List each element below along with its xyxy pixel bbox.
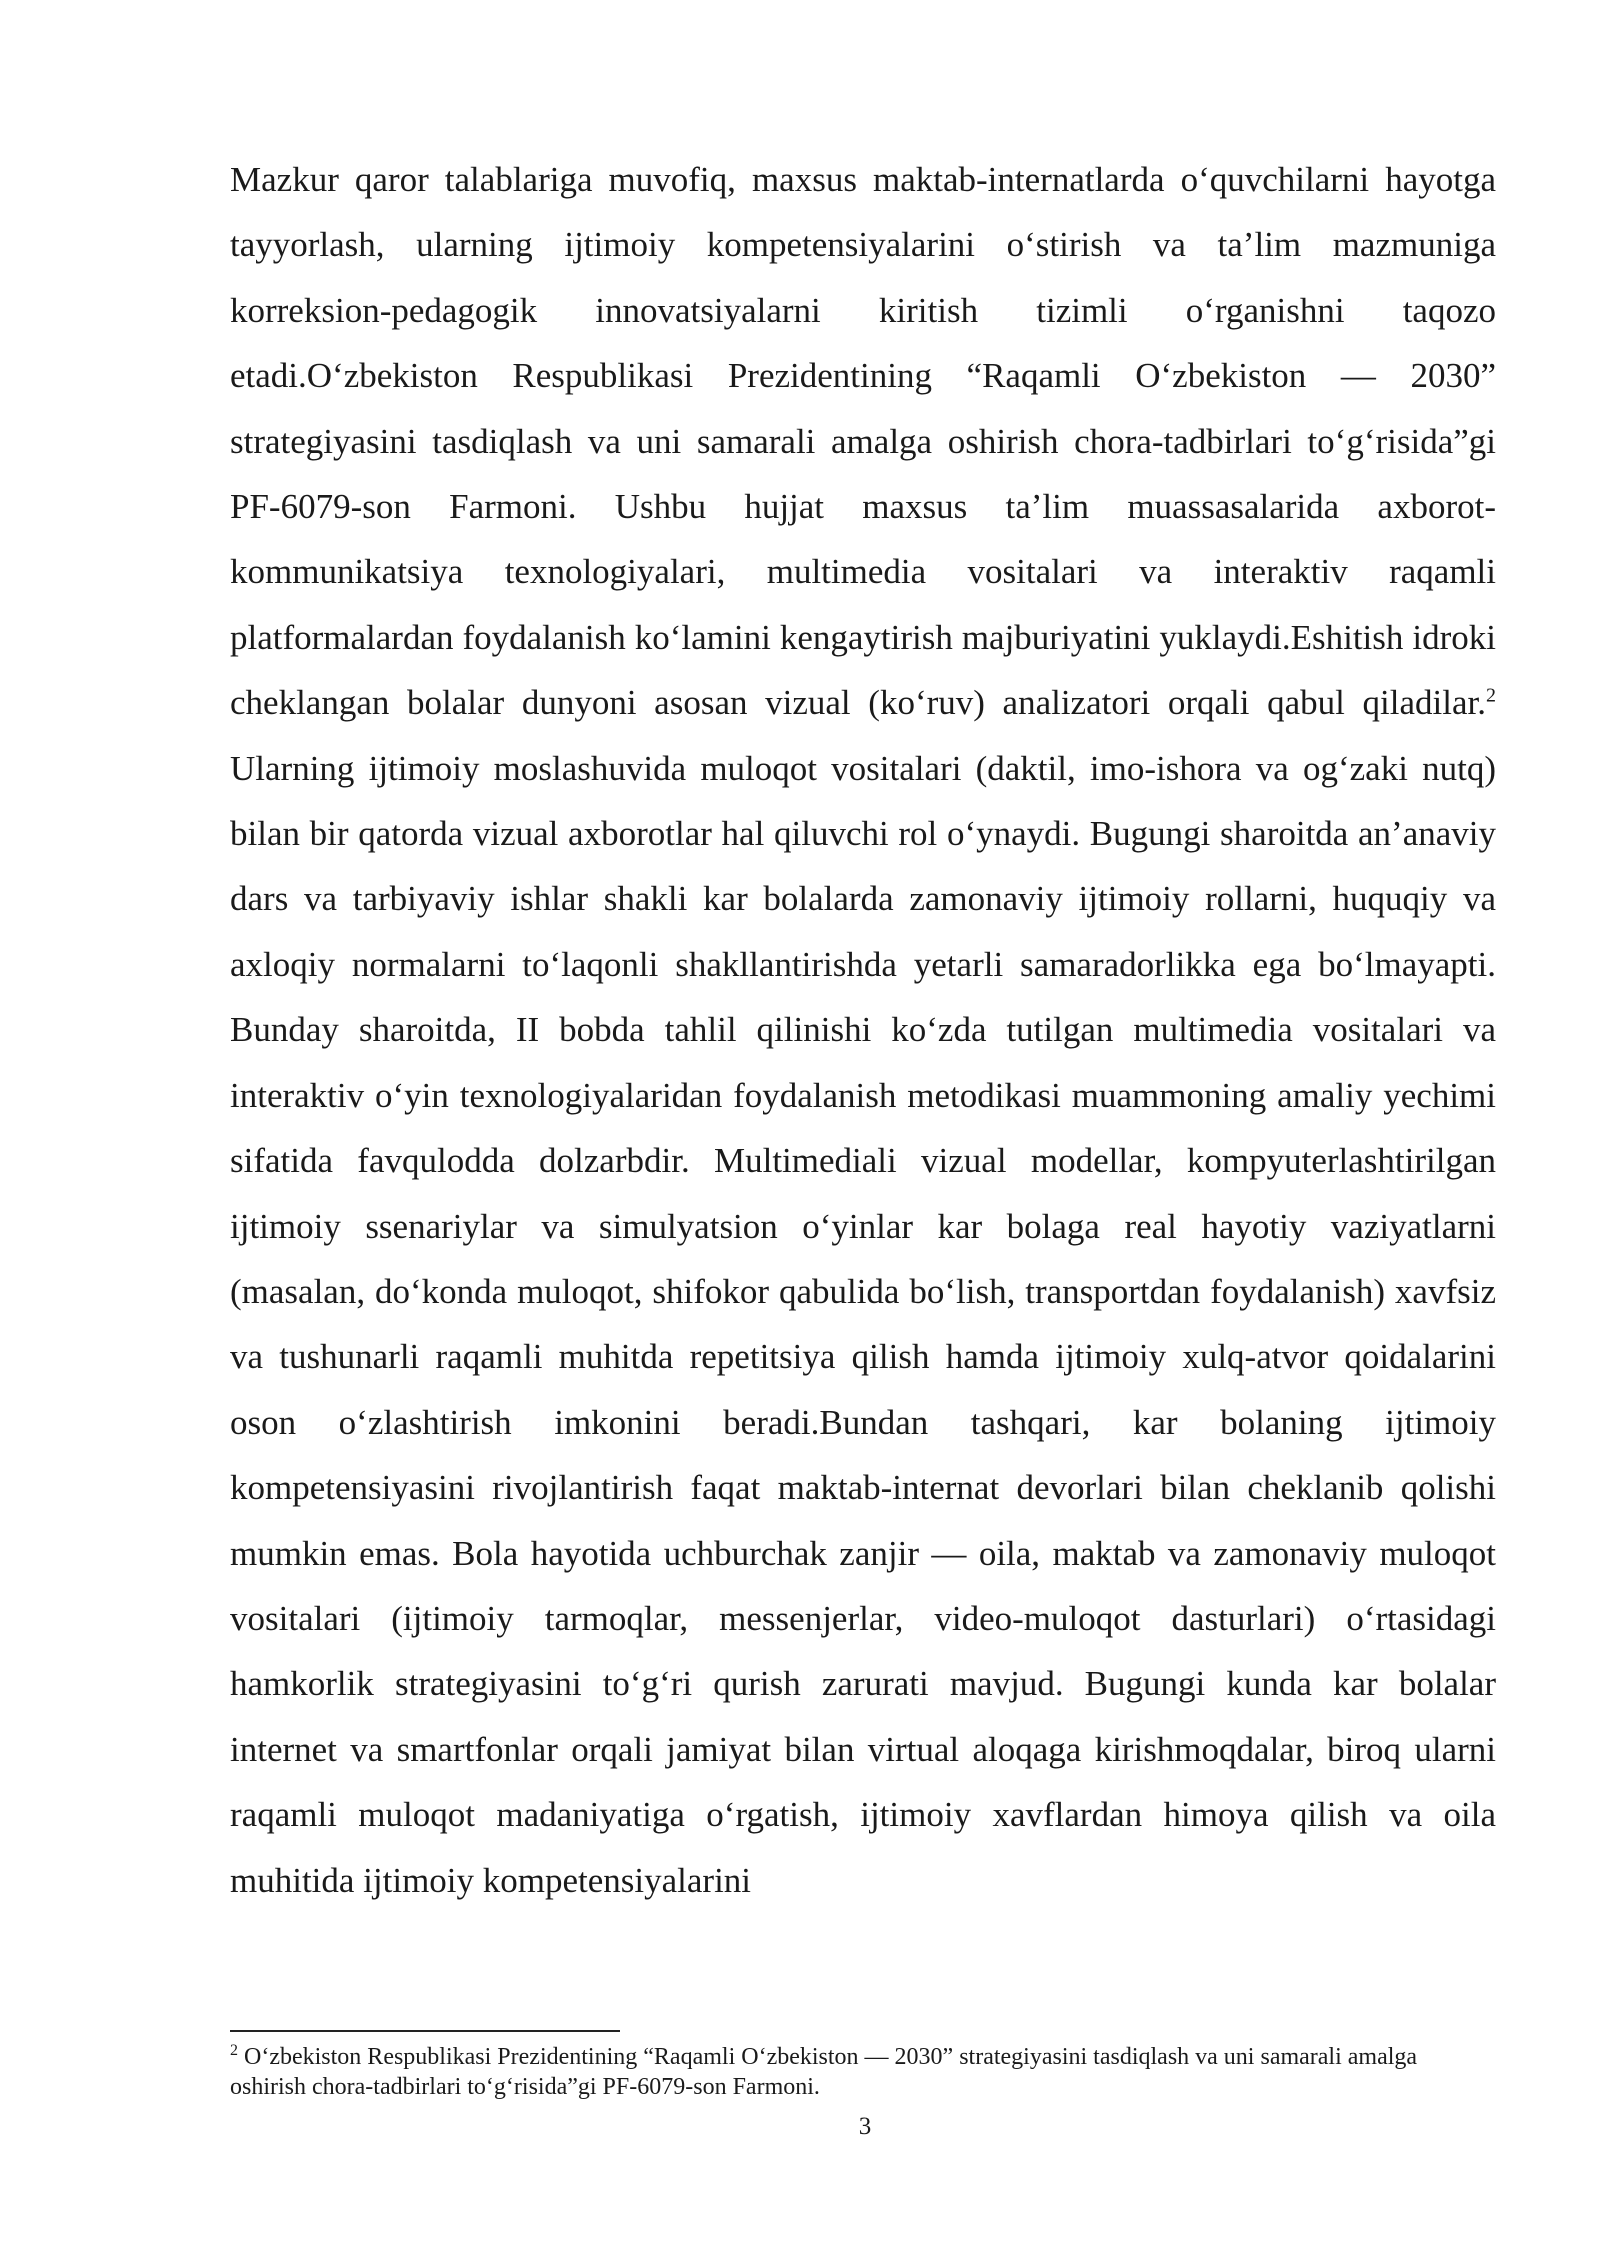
paragraph-text-part-1: Mazkur qaror talablariga muvofiq, maxsus maktab-internatlarda o‘quvchilarni hayotga tayyorlash, ularning ijtimoiy kompetensiyalarini o‘stirish va ta’lim mazmuniga korreksion-pedagogik innovatsiyalarni kiritish tizimli o‘rganishni taqozo etadi.O‘zbekiston Respublikasi Prezidentining “Raqamli O‘zbekiston — 2030” strategiyasini tasdiqlash va uni samarali amalga oshirish chora-tadbirlari to‘g‘risida”gi PF-6079-son Farmoni. Ushbu hujjat maxsus ta’lim muassasalarida axborot-kommunikatsiya texnologiyalari, multimedia vositalari va interaktiv raqamli platformalardan foydalanish ko‘lamini kengaytirish majburiyatini yuklaydi.Eshitish idroki cheklangan bolalar dunyoni asosan vizual (ko‘ruv) analizatori orqali qabul qiladilar. bbox=[230, 160, 1496, 723]
footnote-separator bbox=[230, 2030, 620, 2032]
paragraph-text-part-2: Ularning ijtimoiy moslashuvida muloqot vositalari (daktil, imo-ishora va og‘zaki nutq) bilan bir qatorda vizual axborotlar hal qiluvchi rol o‘ynaydi. Bugungi sharoitda an’anaviy dars va tarbiyaviy ishlar shakli kar bolalarda zamonaviy ijtimoiy rollarni, huquqiy va axloqiy normalarni to‘laqonli shakllantirishda yetarli samaradorlikka ega bo‘lmayapti. Bunday sharoitda, II bobda tahlil qilinishi ko‘zda tutilgan multimedia vositalari va interaktiv o‘yin texnologiyalaridan foydalanish metodikasi muammoning amaliy yechimi sifatida favqulodda dolzarbdir. Multimediali vizual modellar, kompyuterlashtirilgan ijtimoiy ssenariylar va simulyatsion o‘yinlar kar bolaga real hayotiy vaziyatlarni (masalan, do‘konda muloqot, shifokor qabulida bo‘lish, transportdan foydalanish) xavfsiz va tushunarli raqamli muhitda repetitsiya qilish hamda ijtimoiy xulq-atvor qoidalarini oson o‘zlashtirish imkonini beradi.Bundan tashqari, kar bolaning ijtimoiy kompetensiyasini rivojlantirish faqat maktab-internat devorlari bilan cheklanib qolishi mumkin emas. Bola hayotida uchburchak zanjir — oila, maktab va zamonaviy muloqot vositalari (ijtimoiy tarmoqlar, messenjerlar, video-muloqot dasturlari) o‘rtasidagi hamkorlik strategiyasini to‘g‘ri qurish zarurati mavjud. Bugungi kunda kar bolalar internet va smartfonlar orqali jamiyat bilan virtual aloqaga kirishmoqdalar, biroq ularni raqamli muloqot madaniyatiga o‘rgatish, ijtimoiy xavflardan himoya qilish va oila muhitida ijtimoiy kompetensiyalarini bbox=[230, 748, 1496, 1900]
page-number: 3 bbox=[858, 2113, 872, 2140]
footnote-text: O‘zbekiston Respublikasi Prezidentining “Raqamli O‘zbekiston — 2030” strategiyasini tasdiqlash va uni samarali amalga oshirish chora-tadbirlari to‘g‘risida”gi PF-6079-son Farmoni. bbox=[230, 2044, 1418, 2100]
body-paragraph bbox=[230, 147, 1496, 1913]
footnote-number: 2 bbox=[230, 2042, 238, 2059]
footnote bbox=[230, 2042, 1496, 2102]
footnote-reference[interactable]: 2 bbox=[1486, 684, 1496, 707]
